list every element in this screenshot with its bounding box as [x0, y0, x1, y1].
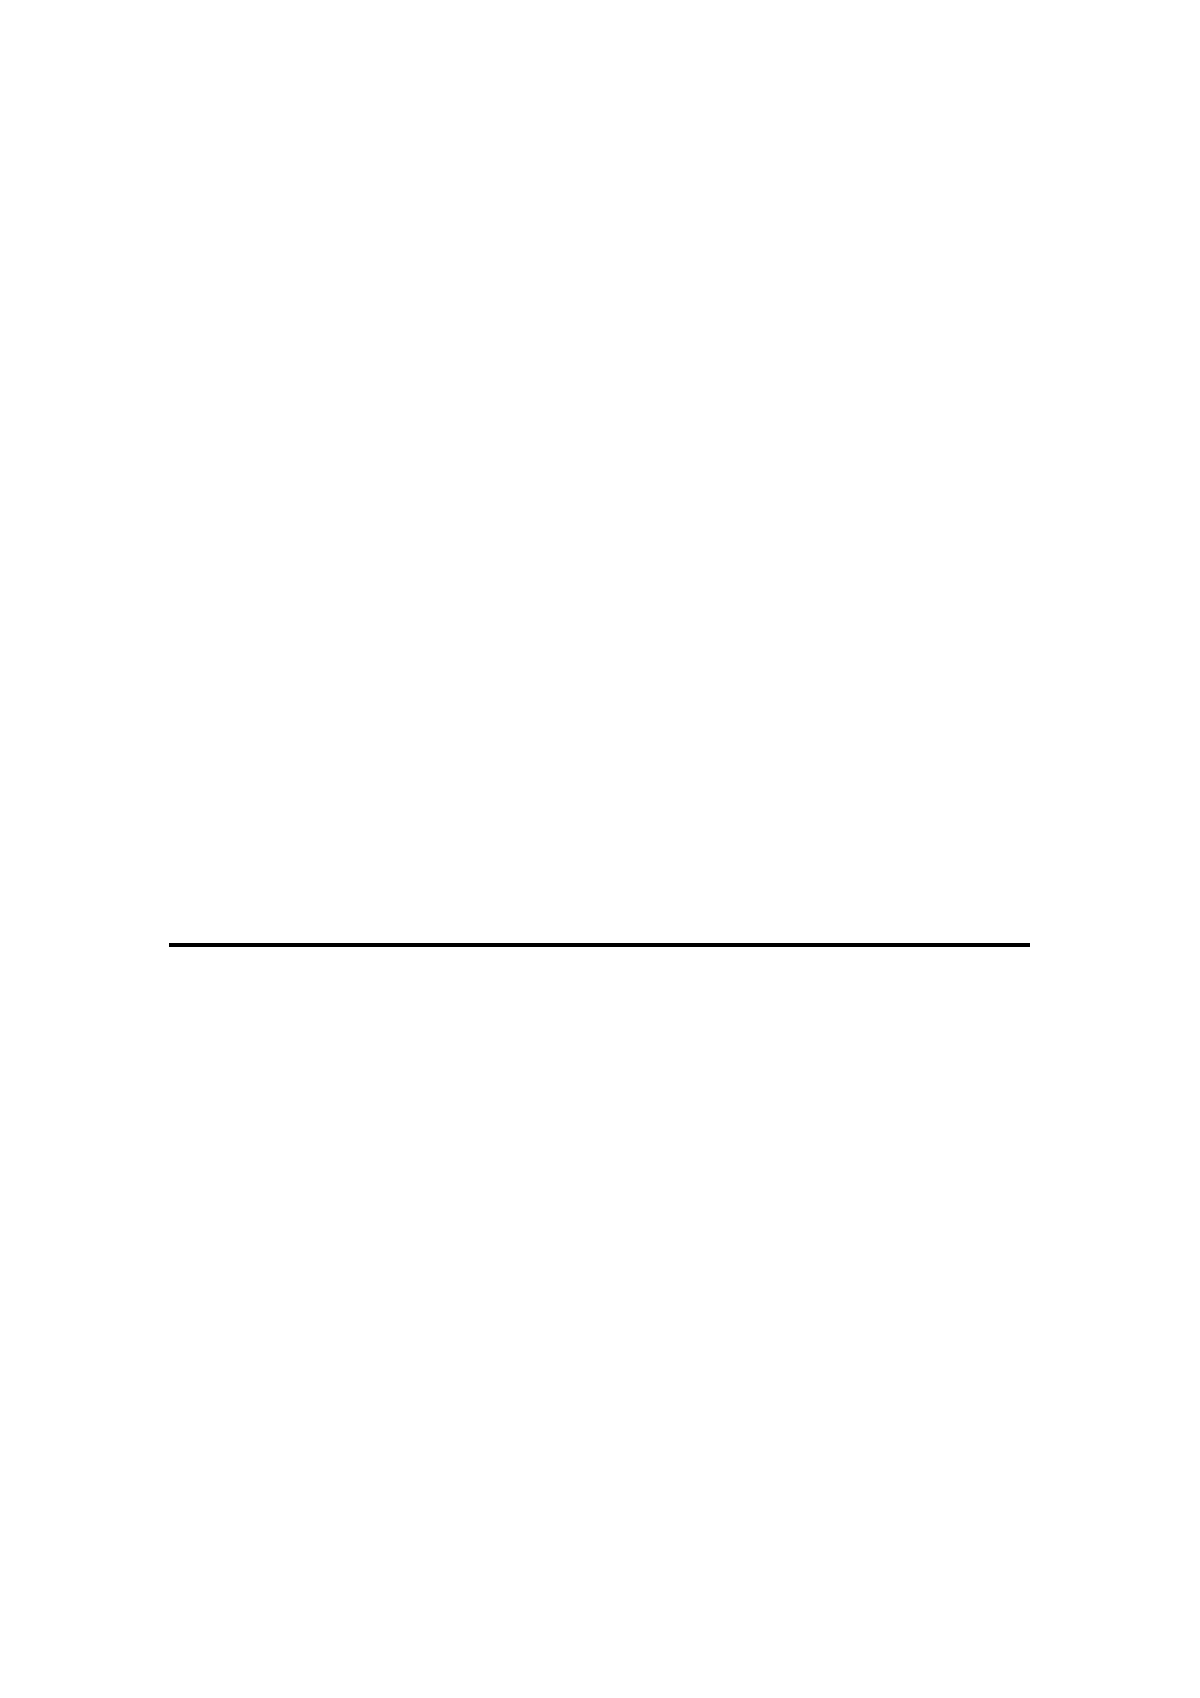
table-header-row	[170, 944, 1029, 946]
analysis-table	[169, 943, 1030, 947]
header-elements	[170, 944, 614, 946]
header-aspects	[614, 944, 1030, 946]
